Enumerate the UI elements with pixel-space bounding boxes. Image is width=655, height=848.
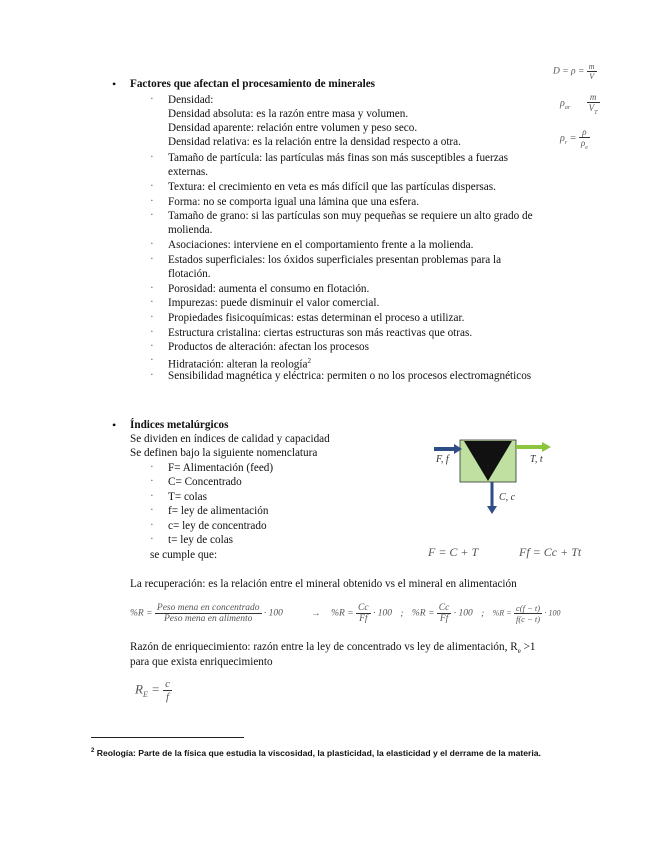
denominator <box>587 103 600 116</box>
formula-sub: ar <box>564 105 571 112</box>
numerator: ρ <box>579 127 590 138</box>
bullet-dot: • <box>112 418 117 432</box>
den-text: V <box>588 103 595 113</box>
list-item: Porosidad: aumenta el consumo en flotación. <box>168 283 370 295</box>
formula-text: %R = <box>492 608 512 618</box>
enrichment-formula <box>135 678 172 703</box>
formula-sub: r <box>564 140 568 147</box>
list-dot: · <box>150 180 154 192</box>
concentrate-arrowhead-icon <box>487 506 497 514</box>
formula-text: ρ <box>560 133 565 145</box>
list-item: Tamaño de grano: si las partículas son muy pequeñas se requiere un alto grado de <box>168 210 533 222</box>
denominator: f(c − t) <box>515 614 541 624</box>
formula-text: %R = <box>331 608 354 619</box>
list-item: Densidad aparente: relación entre volumen y peso seco. <box>168 122 418 134</box>
denominator <box>579 138 590 151</box>
arrow-icon: → <box>311 608 321 619</box>
list-dot: · <box>150 151 154 163</box>
formula-fraction <box>155 603 262 624</box>
formula-text: · 100 <box>372 608 392 619</box>
list-item: C= Concentrado <box>168 476 242 488</box>
den-sub: e <box>585 144 588 151</box>
section2-title: Índices metalúrgicos <box>130 419 229 431</box>
denominator: Ff <box>359 614 368 624</box>
enrichment-tail: >1 <box>520 641 536 653</box>
tails-arrowhead-icon <box>542 442 551 452</box>
list-dot: · <box>150 519 154 531</box>
den-sub: T <box>594 109 598 116</box>
list-dot: · <box>150 209 154 221</box>
list-item: Forma: no se comporta igual una lámina que una esfera. <box>168 196 420 208</box>
list-dot: · <box>150 490 154 502</box>
list-dot: · <box>150 253 154 265</box>
formula-fraction <box>356 603 371 624</box>
enrichment-text-2: para que exista enriquecimiento <box>130 656 273 668</box>
balance-equation-2: Ff = Cc + Tt <box>519 545 582 559</box>
numerator: Peso mena en concentrado <box>156 603 260 613</box>
separator: ; <box>481 608 485 619</box>
list-item: externas. <box>168 166 209 178</box>
bullet-dot: • <box>112 77 117 91</box>
formula-eq: = <box>569 133 577 145</box>
process-diagram-svg <box>432 436 582 516</box>
formula-apparent-density <box>560 92 600 116</box>
list-item: Propiedades fisicoquímicas: estas determinan el proceso a utilizar. <box>168 312 465 324</box>
list-dot: · <box>150 93 154 105</box>
formula-fraction <box>587 92 600 116</box>
separator: ; <box>400 608 404 619</box>
concentrate-label: C, c <box>499 492 516 503</box>
list-dot: · <box>150 238 154 250</box>
numerator: m <box>587 92 600 103</box>
section2-intro: Se dividen en índices de calidad y capacidad <box>130 433 330 445</box>
enrichment-label: Razón de enriquecimiento: razón entre la ley de concentrado vs ley de alimentación, R <box>130 641 518 653</box>
formula-text: ρ <box>560 98 565 110</box>
list-item: Sensibilidad magnética y eléctrica: permiten o no los procesos electromagnéticos <box>168 370 532 382</box>
list-item: c= ley de concentrado <box>168 520 267 532</box>
numerator: c(f − t) <box>515 603 541 613</box>
list-item: Productos de alteración: afectan los procesos <box>168 341 369 353</box>
tails-label: T, t <box>530 454 543 465</box>
list-item: Textura: el crecimiento en veta es más difícil que las partículas dispersas. <box>168 181 496 193</box>
denominator: Ff <box>439 614 449 624</box>
list-dot: · <box>150 311 154 323</box>
formula-density <box>553 62 597 81</box>
list-item: T= colas <box>168 491 207 503</box>
footnote-mark: 2 <box>91 748 95 754</box>
list-item: Estados superficiales: los óxidos superficiales presentan problemas para la <box>168 254 502 266</box>
formula-fraction <box>579 127 590 151</box>
list-item: t= ley de colas <box>168 534 234 546</box>
balance-equation-1: F = C + T <box>428 545 479 559</box>
list-dot: · <box>150 461 154 473</box>
list-item: f= ley de alimentación <box>168 505 269 517</box>
denominator: f <box>166 691 170 703</box>
list-item: Densidad absoluta: es la razón entre masa y volumen. <box>168 108 409 120</box>
list-dot: · <box>150 504 154 516</box>
numerator: Cc <box>438 603 450 613</box>
recovery-formula <box>130 603 561 624</box>
list-dot: · <box>150 326 154 338</box>
den-text: ρ <box>580 138 586 148</box>
formula-text: R <box>135 681 143 697</box>
formula-text: · 100 <box>544 608 561 618</box>
list-dot: · <box>150 296 154 308</box>
formula-text: · 100 <box>453 608 473 619</box>
feed-label: F, f <box>436 454 449 465</box>
formula-text: %R = <box>411 608 435 619</box>
list-item: F= Alimentación (feed) <box>168 462 274 474</box>
denominator: V <box>589 72 595 81</box>
cumple-text: se cumple que: <box>150 549 218 561</box>
footnote-divider <box>91 737 244 738</box>
numerator: m <box>588 62 595 71</box>
recovery-text: La recuperación: es la relación entre el mineral obtenido vs el mineral en alimentación <box>130 578 517 590</box>
formula-eq: = <box>151 681 160 697</box>
process-diagram <box>432 436 582 516</box>
formula-fraction <box>587 62 597 81</box>
list-item: Tamaño de partícula: las partículas más finas son más susceptibles a fuerzas <box>168 152 509 164</box>
section1-title: Factores que afectan el procesamiento de minerales <box>130 78 376 90</box>
section2-intro: Se definen bajo la siguiente nomenclatura <box>130 447 318 459</box>
list-dot: · <box>150 533 154 545</box>
formula-text: · 100 <box>263 608 283 619</box>
list-dot: · <box>150 354 154 366</box>
formula-fraction <box>163 678 172 703</box>
list-item: Asociaciones: interviene en el comportamiento frente a la molienda. <box>168 239 474 251</box>
formula-text: %R = <box>130 608 153 619</box>
list-dot: · <box>150 282 154 294</box>
list-item: Impurezas: puede disminuir el valor comercial. <box>168 297 380 309</box>
list-item-text: Hidratación: alteran la reología <box>168 358 308 371</box>
list-item: flotación. <box>168 268 211 280</box>
list-dot: · <box>150 369 154 381</box>
formula-fraction <box>514 603 542 624</box>
list-item: Estructura cristalina: ciertas estructuras son más reactivas que otras. <box>168 327 473 339</box>
footnote <box>91 744 561 761</box>
numerator: c <box>165 678 171 690</box>
list-dot: · <box>150 475 154 487</box>
footnote-ref[interactable]: 2 <box>307 357 311 365</box>
denominator: Peso mena en alimento <box>164 614 253 624</box>
footnote-text: Reología: Parte de la física que estudia la viscosidad, la plasticidad, la elasticidad y el derrame de la materia. <box>96 747 541 758</box>
list-item: molienda. <box>168 224 213 236</box>
formula-relative-density <box>560 127 590 151</box>
list-dot: · <box>150 195 154 207</box>
list-item: Densidad: <box>168 94 214 106</box>
formula-fraction <box>437 603 452 624</box>
formula-text: D = ρ = <box>553 66 585 77</box>
formula-sub: E <box>142 690 148 700</box>
list-item: Densidad relativa: es la relación entre la densidad respecto a otra. <box>168 136 461 148</box>
enrichment-sub: e <box>517 647 521 656</box>
numerator: Cc <box>358 603 369 613</box>
list-dot: · <box>150 340 154 352</box>
